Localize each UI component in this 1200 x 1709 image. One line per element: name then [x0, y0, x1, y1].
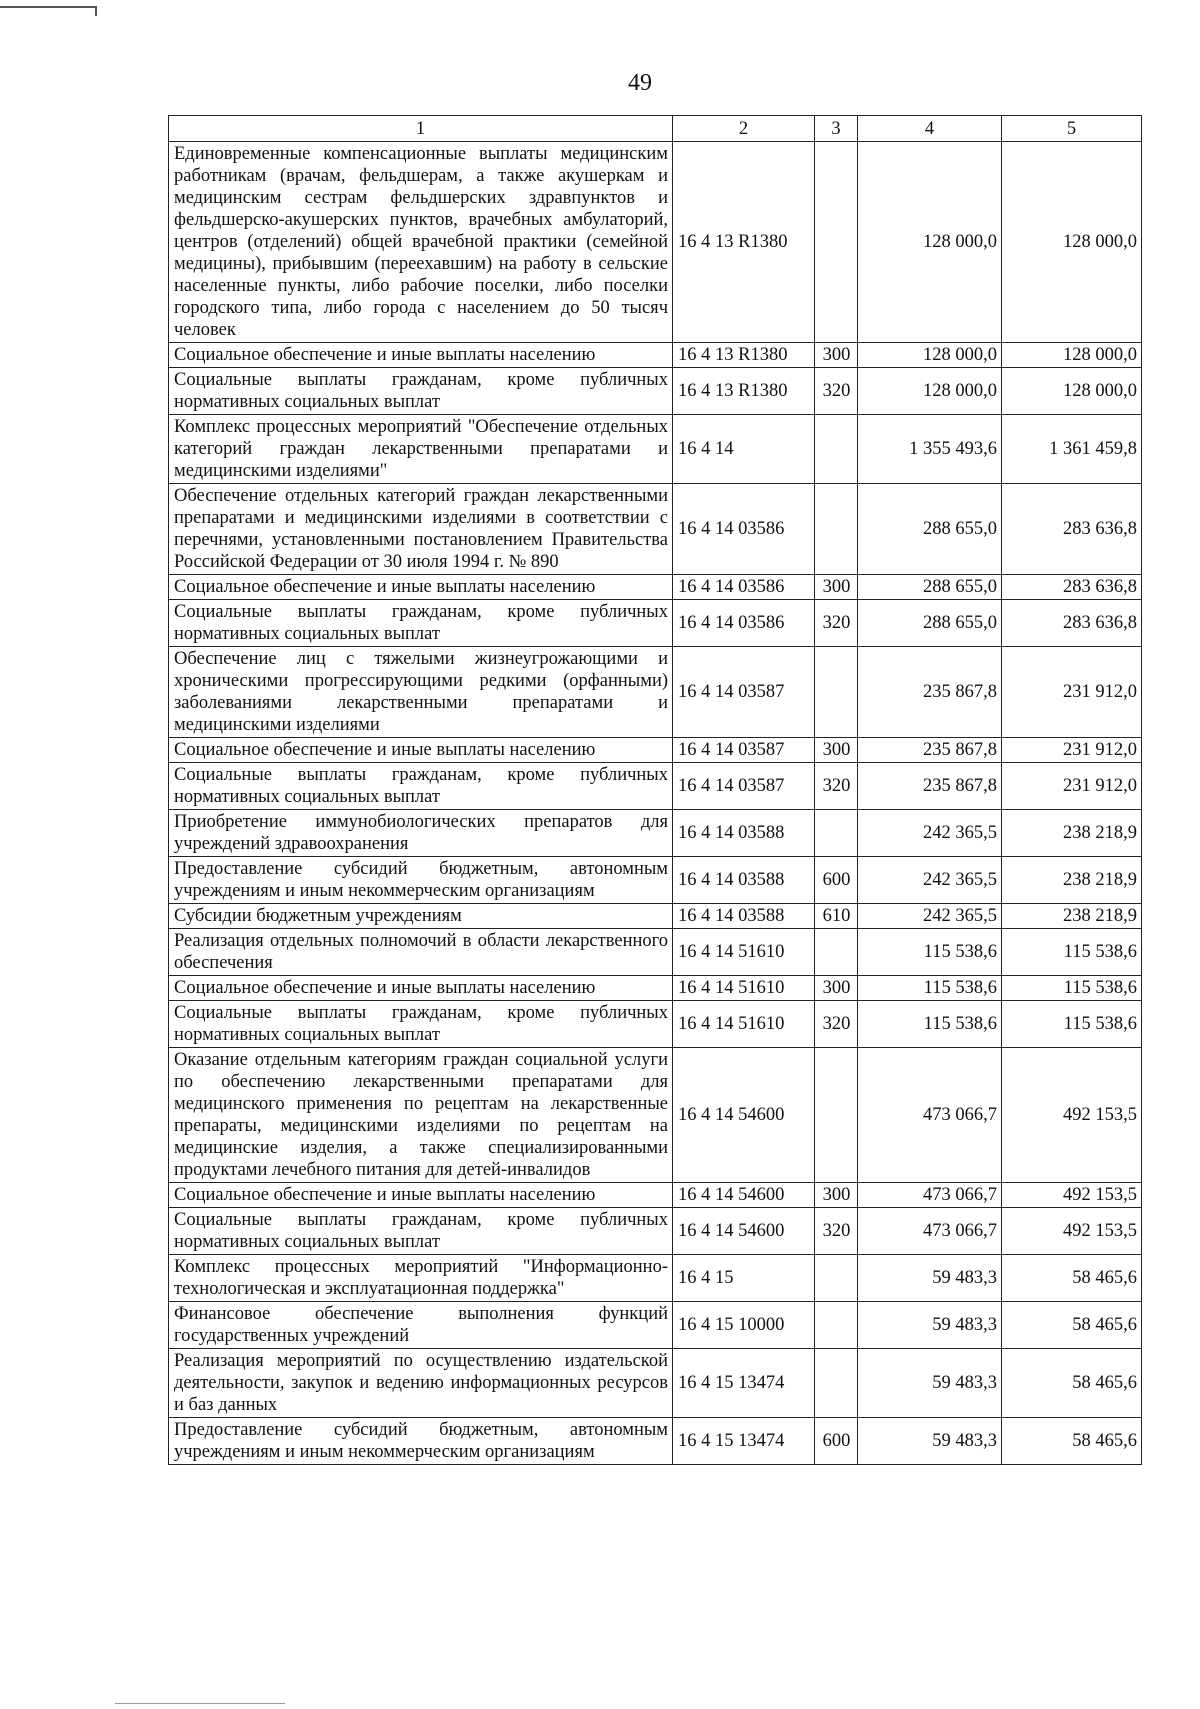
- row-target-code: 16 4 15: [673, 1255, 815, 1302]
- row-amount-year-1: 242 365,5: [858, 810, 1002, 857]
- row-description: Единовременные компенсационные выплаты медицинским работникам (врачам, фельдшерам, а также акушеркам и медицинским сестрам фельдшерских здравпунктов и фельдшерско-акушерских пунктов, врачебных амбулаторий, центров (отделений) общей врачебной практики (семейной медицины), прибывшим (переехавшим) на работу в сельские населенные пункты, либо рабочие поселки, либо поселки городского типа, либо города с населением до 50 тысяч человек: [169, 142, 673, 343]
- row-target-code: 16 4 14 03588: [673, 857, 815, 904]
- table-row: [169, 1001, 1142, 1048]
- row-expense-type: [815, 810, 858, 857]
- table-row: [169, 1048, 1142, 1183]
- row-description: Обеспечение отдельных категорий граждан лекарственными препаратами и медицинскими изделиями в соответствии с перечнями, установленными постановлением Правительства Российской Федерации от 30 июля 1994 г. № 890: [169, 484, 673, 575]
- row-target-code: 16 4 14 03586: [673, 575, 815, 600]
- table-row: [169, 1255, 1142, 1302]
- row-amount-year-1: 1 355 493,6: [858, 415, 1002, 484]
- row-expense-type: 300: [815, 1183, 858, 1208]
- row-target-code: 16 4 13 R1380: [673, 142, 815, 343]
- scan-mark-left-edge: [95, 6, 97, 16]
- row-description: Социальное обеспечение и иные выплаты населению: [169, 976, 673, 1001]
- row-target-code: 16 4 14 51610: [673, 929, 815, 976]
- row-target-code: 16 4 14 54600: [673, 1208, 815, 1255]
- row-expense-type: [815, 929, 858, 976]
- row-description: Социальные выплаты гражданам, кроме публичных нормативных социальных выплат: [169, 1001, 673, 1048]
- row-amount-year-1: 115 538,6: [858, 976, 1002, 1001]
- row-target-code: 16 4 14 03587: [673, 763, 815, 810]
- row-amount-year-2: 492 153,5: [1002, 1183, 1142, 1208]
- row-amount-year-2: 58 465,6: [1002, 1349, 1142, 1418]
- row-amount-year-1: 288 655,0: [858, 575, 1002, 600]
- row-target-code: 16 4 14 03586: [673, 484, 815, 575]
- row-amount-year-1: 288 655,0: [858, 484, 1002, 575]
- row-amount-year-1: 242 365,5: [858, 904, 1002, 929]
- row-amount-year-2: 115 538,6: [1002, 929, 1142, 976]
- row-amount-year-1: 235 867,8: [858, 763, 1002, 810]
- row-amount-year-2: 238 218,9: [1002, 904, 1142, 929]
- table-row: [169, 142, 1142, 343]
- table-row: [169, 647, 1142, 738]
- row-target-code: 16 4 14 03588: [673, 904, 815, 929]
- row-amount-year-1: 59 483,3: [858, 1418, 1002, 1465]
- table-row: [169, 929, 1142, 976]
- row-amount-year-1: 115 538,6: [858, 1001, 1002, 1048]
- row-description: Социальные выплаты гражданам, кроме публичных нормативных социальных выплат: [169, 1208, 673, 1255]
- row-description: Реализация мероприятий по осуществлению издательской деятельности, закупок и ведению информационных ресурсов и баз данных: [169, 1349, 673, 1418]
- row-description: Предоставление субсидий бюджетным, автономным учреждениям и иным некоммерческим организациям: [169, 857, 673, 904]
- table-row: [169, 857, 1142, 904]
- table-row: [169, 343, 1142, 368]
- row-amount-year-1: 473 066,7: [858, 1208, 1002, 1255]
- row-description: Социальные выплаты гражданам, кроме публичных нормативных социальных выплат: [169, 763, 673, 810]
- row-amount-year-1: 115 538,6: [858, 929, 1002, 976]
- row-target-code: 16 4 15 10000: [673, 1302, 815, 1349]
- table-row: [169, 1183, 1142, 1208]
- row-amount-year-1: 128 000,0: [858, 343, 1002, 368]
- table-row: [169, 810, 1142, 857]
- row-expense-type: [815, 1255, 858, 1302]
- row-amount-year-2: 283 636,8: [1002, 484, 1142, 575]
- row-amount-year-1: 288 655,0: [858, 600, 1002, 647]
- row-amount-year-2: 115 538,6: [1002, 1001, 1142, 1048]
- row-expense-type: 320: [815, 1001, 858, 1048]
- row-target-code: 16 4 14 03586: [673, 600, 815, 647]
- row-amount-year-2: 128 000,0: [1002, 343, 1142, 368]
- row-expense-type: 320: [815, 1208, 858, 1255]
- scan-mark-bottom: [115, 1703, 285, 1704]
- row-description: Социальные выплаты гражданам, кроме публичных нормативных социальных выплат: [169, 368, 673, 415]
- row-amount-year-2: 238 218,9: [1002, 857, 1142, 904]
- row-target-code: 16 4 14 51610: [673, 976, 815, 1001]
- row-amount-year-1: 235 867,8: [858, 738, 1002, 763]
- row-description: Комплекс процессных мероприятий "Информационно-технологическая и эксплуатационная поддержка": [169, 1255, 673, 1302]
- row-amount-year-2: 58 465,6: [1002, 1302, 1142, 1349]
- row-target-code: 16 4 15 13474: [673, 1349, 815, 1418]
- row-expense-type: 300: [815, 738, 858, 763]
- row-amount-year-1: 128 000,0: [858, 142, 1002, 343]
- row-expense-type: 600: [815, 1418, 858, 1465]
- row-target-code: 16 4 14 03588: [673, 810, 815, 857]
- table-row: [169, 1302, 1142, 1349]
- header-col-2: 2: [673, 116, 815, 142]
- table-row: [169, 1208, 1142, 1255]
- row-target-code: 16 4 14 03587: [673, 738, 815, 763]
- table-row: [169, 763, 1142, 810]
- row-description: Социальные выплаты гражданам, кроме публичных нормативных социальных выплат: [169, 600, 673, 647]
- table-row: [169, 1418, 1142, 1465]
- row-description: Финансовое обеспечение выполнения функций государственных учреждений: [169, 1302, 673, 1349]
- row-amount-year-2: 128 000,0: [1002, 142, 1142, 343]
- row-amount-year-2: 283 636,8: [1002, 600, 1142, 647]
- row-description: Комплекс процессных мероприятий "Обеспечение отдельных категорий граждан лекарственными препаратами и медицинскими изделиями": [169, 415, 673, 484]
- row-expense-type: 320: [815, 763, 858, 810]
- row-amount-year-1: 128 000,0: [858, 368, 1002, 415]
- row-description: Социальное обеспечение и иные выплаты населению: [169, 738, 673, 763]
- row-expense-type: 300: [815, 976, 858, 1001]
- scan-mark-top-left: [0, 6, 95, 8]
- row-expense-type: [815, 415, 858, 484]
- row-target-code: 16 4 14 54600: [673, 1183, 815, 1208]
- row-expense-type: [815, 142, 858, 343]
- table-row: [169, 738, 1142, 763]
- row-expense-type: 600: [815, 857, 858, 904]
- row-expense-type: [815, 1349, 858, 1418]
- row-amount-year-2: 238 218,9: [1002, 810, 1142, 857]
- row-expense-type: [815, 1048, 858, 1183]
- row-amount-year-1: 242 365,5: [858, 857, 1002, 904]
- header-col-5: 5: [1002, 116, 1142, 142]
- row-amount-year-1: 59 483,3: [858, 1349, 1002, 1418]
- row-amount-year-2: 115 538,6: [1002, 976, 1142, 1001]
- row-amount-year-2: 58 465,6: [1002, 1255, 1142, 1302]
- row-amount-year-1: 59 483,3: [858, 1255, 1002, 1302]
- header-col-3: 3: [815, 116, 858, 142]
- row-description: Реализация отдельных полномочий в области лекарственного обеспечения: [169, 929, 673, 976]
- table-row: [169, 976, 1142, 1001]
- table-row: [169, 1349, 1142, 1418]
- row-target-code: 16 4 14 54600: [673, 1048, 815, 1183]
- row-expense-type: 300: [815, 343, 858, 368]
- row-description: Социальное обеспечение и иные выплаты населению: [169, 343, 673, 368]
- table-row: [169, 415, 1142, 484]
- row-target-code: 16 4 14 03587: [673, 647, 815, 738]
- row-amount-year-2: 492 153,5: [1002, 1208, 1142, 1255]
- row-amount-year-1: 473 066,7: [858, 1183, 1002, 1208]
- row-amount-year-2: 58 465,6: [1002, 1418, 1142, 1465]
- row-description: Предоставление субсидий бюджетным, автономным учреждениям и иным некоммерческим организациям: [169, 1418, 673, 1465]
- row-amount-year-2: 231 912,0: [1002, 763, 1142, 810]
- table-row: [169, 484, 1142, 575]
- row-expense-type: 320: [815, 600, 858, 647]
- row-amount-year-2: 1 361 459,8: [1002, 415, 1142, 484]
- row-amount-year-2: 231 912,0: [1002, 647, 1142, 738]
- row-target-code: 16 4 15 13474: [673, 1418, 815, 1465]
- table-row: [169, 904, 1142, 929]
- row-expense-type: [815, 484, 858, 575]
- header-col-1: 1: [169, 116, 673, 142]
- table-row: [169, 368, 1142, 415]
- table-row: [169, 575, 1142, 600]
- row-description: Обеспечение лиц с тяжелыми жизнеугрожающими и хроническими прогрессирующими редкими (орфанными) заболеваниями лекарственными препаратами и медицинскими изделиями: [169, 647, 673, 738]
- row-amount-year-1: 235 867,8: [858, 647, 1002, 738]
- header-col-4: 4: [858, 116, 1002, 142]
- page-number: 49: [628, 70, 652, 96]
- row-target-code: 16 4 14 51610: [673, 1001, 815, 1048]
- row-expense-type: [815, 647, 858, 738]
- row-expense-type: [815, 1302, 858, 1349]
- row-amount-year-2: 492 153,5: [1002, 1048, 1142, 1183]
- header-row: [169, 116, 1142, 142]
- table-body: [169, 142, 1142, 1465]
- row-expense-type: 300: [815, 575, 858, 600]
- row-expense-type: 610: [815, 904, 858, 929]
- row-amount-year-1: 59 483,3: [858, 1302, 1002, 1349]
- budget-table: [168, 115, 1142, 1465]
- row-description: Оказание отдельным категориям граждан социальной услуги по обеспечению лекарственными препаратами для медицинского применения по рецептам на лекарственные препараты, медицинскими изделиями по рецептам на медицинские изделия, а также специализированными продуктами лечебного питания для детей-инвалидов: [169, 1048, 673, 1183]
- row-target-code: 16 4 13 R1380: [673, 368, 815, 415]
- row-amount-year-2: 283 636,8: [1002, 575, 1142, 600]
- row-target-code: 16 4 14: [673, 415, 815, 484]
- row-description: Социальное обеспечение и иные выплаты населению: [169, 1183, 673, 1208]
- row-description: Социальное обеспечение и иные выплаты населению: [169, 575, 673, 600]
- row-target-code: 16 4 13 R1380: [673, 343, 815, 368]
- row-amount-year-2: 231 912,0: [1002, 738, 1142, 763]
- row-expense-type: 320: [815, 368, 858, 415]
- table-row: [169, 600, 1142, 647]
- row-description: Субсидии бюджетным учреждениям: [169, 904, 673, 929]
- row-amount-year-2: 128 000,0: [1002, 368, 1142, 415]
- row-description: Приобретение иммунобиологических препаратов для учреждений здравоохранения: [169, 810, 673, 857]
- row-amount-year-1: 473 066,7: [858, 1048, 1002, 1183]
